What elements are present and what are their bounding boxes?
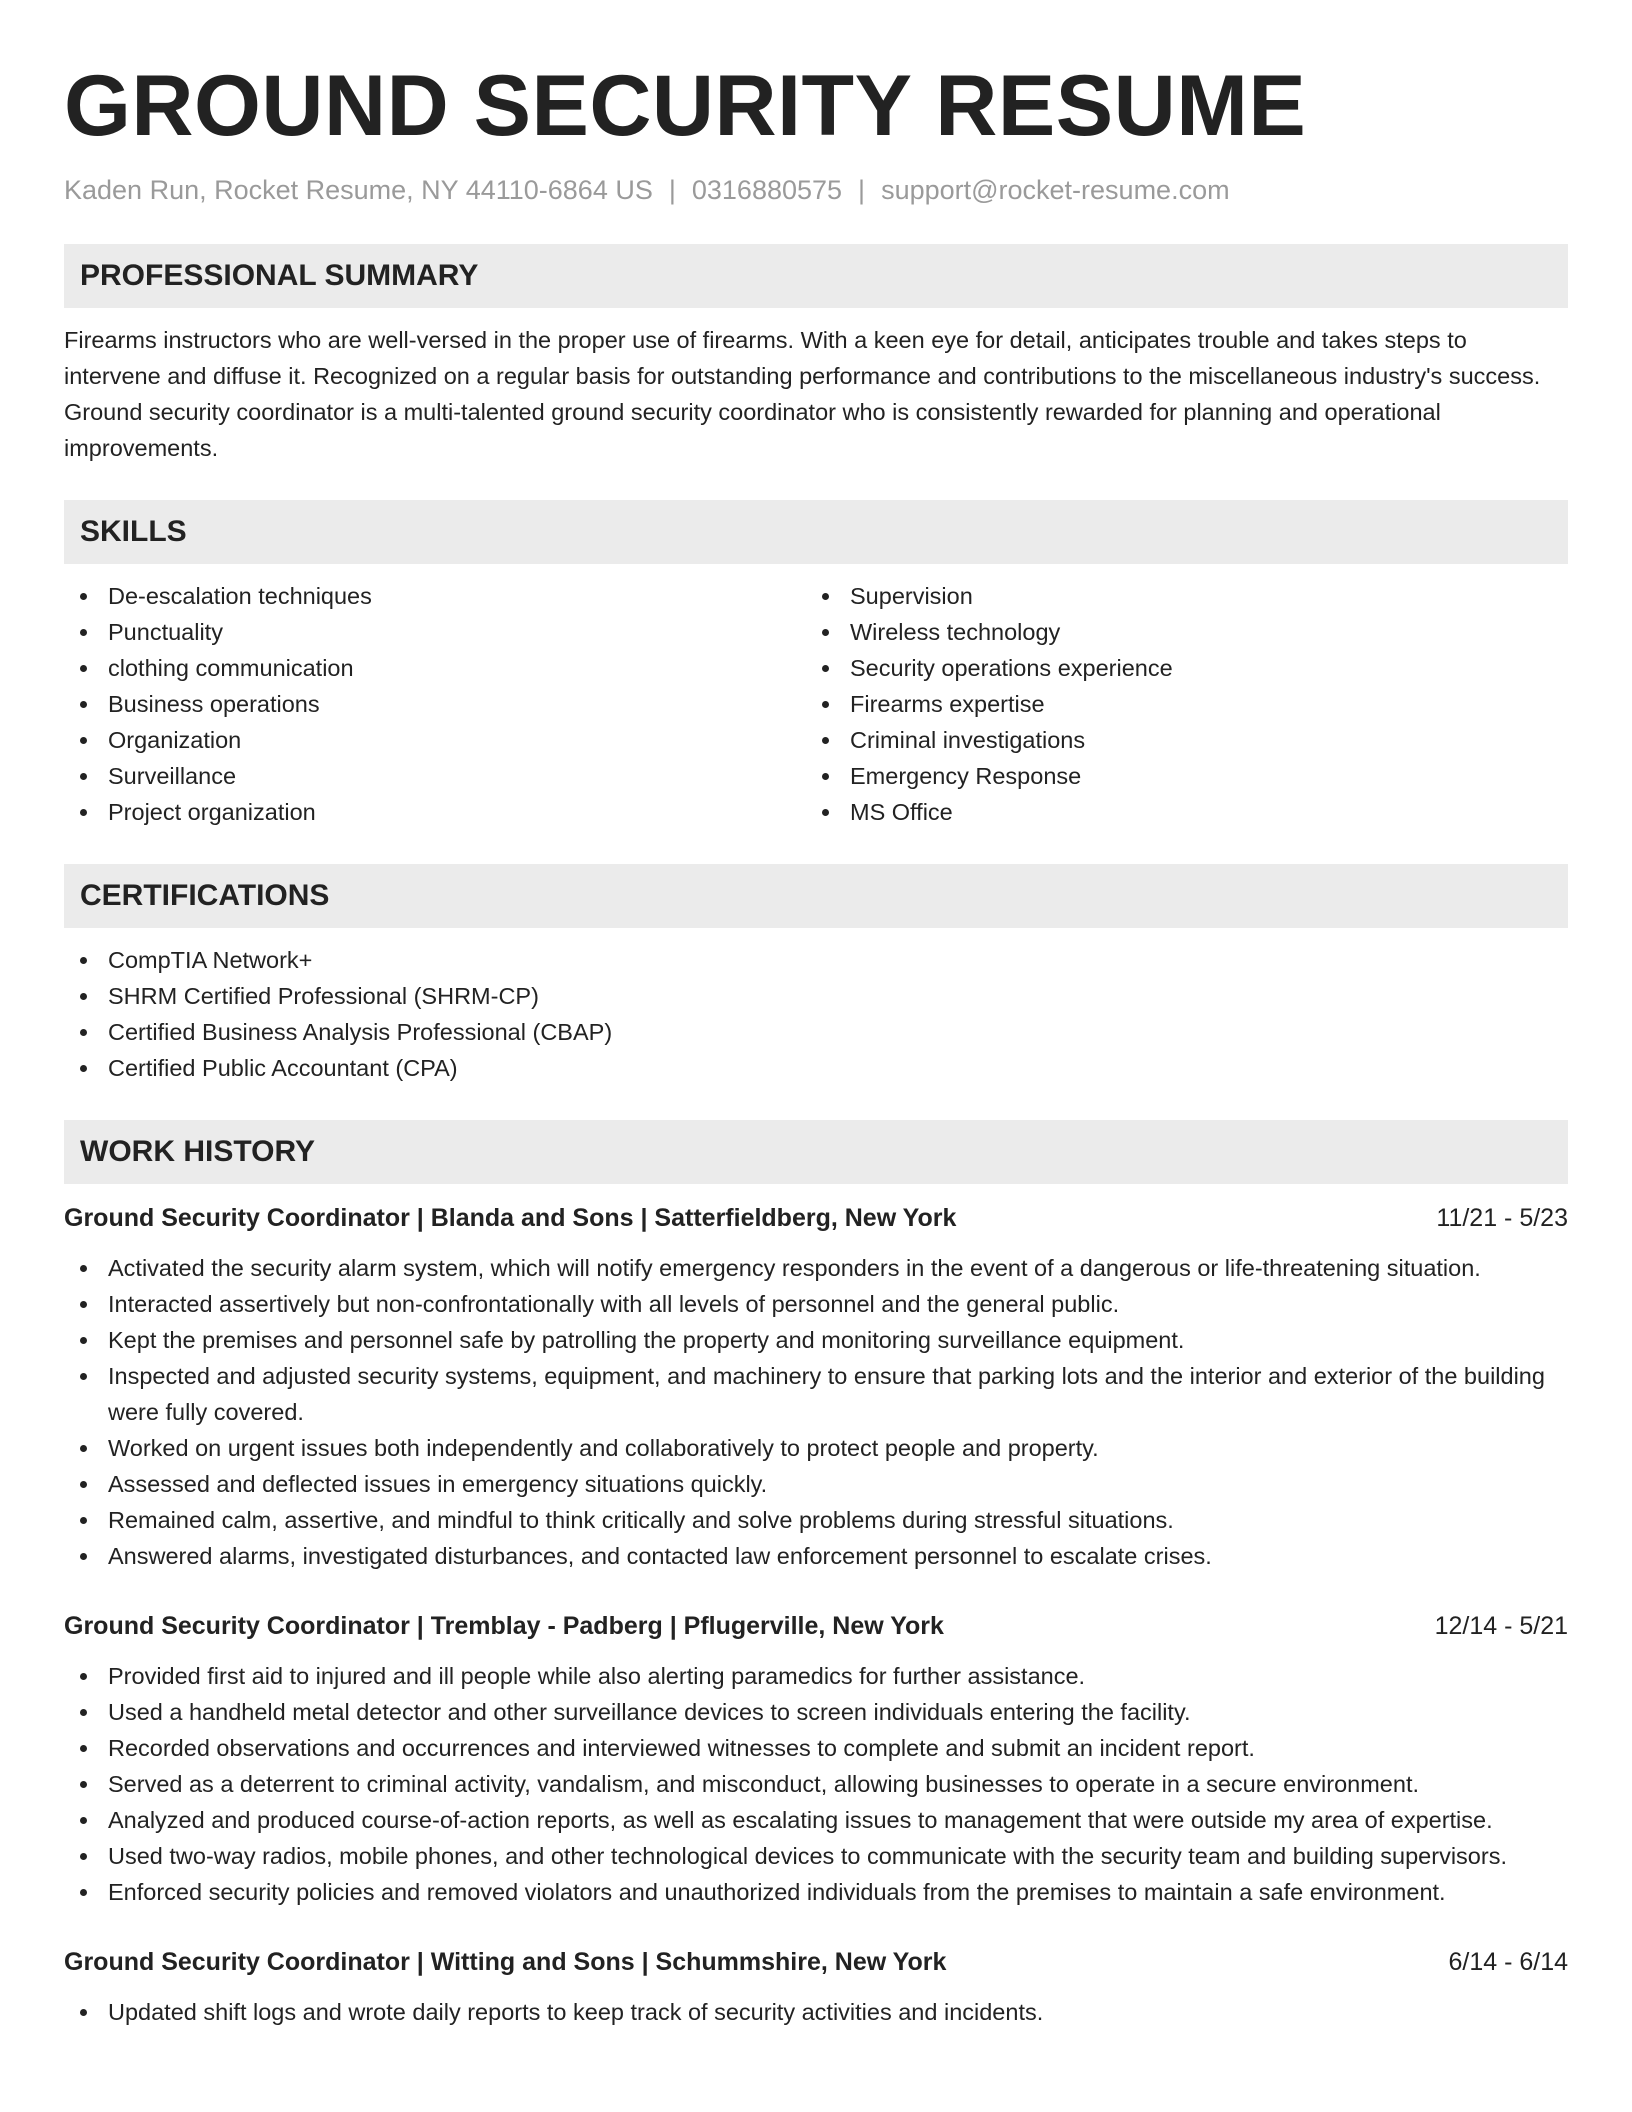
job-dates: 11/21 - 5/23	[1436, 1204, 1568, 1232]
job-header	[64, 1200, 1568, 1236]
skills-grid	[64, 578, 1568, 830]
certification-item-text: SHRM Certified Professional (SHRM-CP)	[108, 983, 539, 1009]
contact-separator: |	[858, 175, 866, 205]
bullet-icon	[822, 665, 829, 672]
job-duty-item	[64, 1766, 1568, 1802]
skill-item-text: Surveillance	[108, 763, 237, 789]
job-duty-item-text: Used a handheld metal detector and other surveillance devices to screen individuals entering the facility.	[108, 1699, 1191, 1725]
job-duty-item	[64, 1838, 1568, 1874]
skill-item-text: Organization	[108, 727, 242, 753]
bullet-icon	[80, 1301, 87, 1308]
job-duty-item-text: Worked on urgent issues both independently and collaboratively to protect people and property.	[108, 1435, 1099, 1461]
bullet-icon	[80, 1445, 87, 1452]
bullet-icon	[822, 593, 829, 600]
bullet-icon	[80, 809, 87, 816]
skill-item	[64, 614, 806, 650]
skill-item	[64, 722, 806, 758]
job-duty-item-text: Recorded observations and occurrences and interviewed witnesses to complete and submit an incident report.	[108, 1735, 1255, 1761]
skill-item	[64, 650, 806, 686]
job-dates: 6/14 - 6/14	[1448, 1948, 1568, 1976]
contact-separator: |	[668, 175, 676, 205]
summary-text: Firearms instructors who are well-versed in the proper use of firearms. With a keen eye for detail, anticipates trouble and takes steps to intervene and diffuse it. Recognized on a regular basis for outstanding performance and contributions to the miscellaneous industry's success. Ground security coordinator is a multi-talented ground security coordinator who is consistently rewarded for planning and operational improvements.	[64, 327, 1541, 461]
skill-item	[64, 794, 806, 830]
job-duty-item-text: Provided first aid to injured and ill people while also alerting paramedics for further assistance.	[108, 1663, 1086, 1689]
skills-column-right	[806, 578, 1548, 830]
bullet-icon	[80, 1817, 87, 1824]
bullet-icon	[80, 1889, 87, 1896]
skills-list-right	[806, 578, 1548, 830]
job-title: Ground Security Coordinator | Blanda and Sons | Satterfieldberg, New York	[64, 1204, 957, 1232]
skill-item-text: Emergency Response	[850, 763, 1082, 789]
skill-item-text: Criminal investigations	[850, 727, 1086, 753]
skill-item-text: Supervision	[850, 583, 973, 609]
job-header	[64, 1608, 1568, 1644]
resume-title: GROUND SECURITY RESUME	[64, 58, 1307, 154]
job-duty-item-text: Activated the security alarm system, which will notify emergency responders in the event of a dangerous or life-threatening situation.	[108, 1255, 1481, 1281]
job-duty-item-text: Interacted assertively but non-confrontationally with all levels of personnel and the general public.	[108, 1291, 1120, 1317]
bullet-icon	[80, 1481, 87, 1488]
bullet-icon	[80, 957, 87, 964]
job-title: Ground Security Coordinator | Witting and Sons | Schummshire, New York	[64, 1948, 947, 1976]
bullet-icon	[80, 665, 87, 672]
job-duty-item	[64, 1994, 1568, 2030]
job-duty-item-text: Analyzed and produced course-of-action reports, as well as escalating issues to management that were outside my area of expertise.	[108, 1807, 1493, 1833]
skill-item	[806, 614, 1548, 650]
skill-item-text: Project organization	[108, 799, 316, 825]
job-title: Ground Security Coordinator | Tremblay - Padberg | Pflugerville, New York	[64, 1612, 944, 1640]
bullet-icon	[80, 1065, 87, 1072]
bullet-icon	[80, 993, 87, 1000]
resume-page	[64, 0, 1568, 2064]
certifications-block	[64, 942, 1568, 1086]
skill-item	[64, 758, 806, 794]
skill-item-text: MS Office	[850, 799, 953, 825]
job-duty-item	[64, 1250, 1568, 1286]
job-duty-item	[64, 1322, 1568, 1358]
bullet-icon	[80, 1853, 87, 1860]
certification-item	[64, 942, 1568, 978]
contact-email: support@rocket-resume.com	[881, 175, 1230, 205]
bullet-icon	[822, 773, 829, 780]
job-entry	[64, 1200, 1568, 1574]
job-duty-item	[64, 1694, 1568, 1730]
skill-item-text: Business operations	[108, 691, 320, 717]
bullet-icon	[80, 1709, 87, 1716]
bullet-icon	[80, 1673, 87, 1680]
job-duty-item-text: Answered alarms, investigated disturbances, and contacted law enforcement personnel to escalate crises.	[108, 1543, 1212, 1569]
certification-item-text: Certified Public Accountant (CPA)	[108, 1055, 458, 1081]
job-duty-item	[64, 1358, 1568, 1430]
certification-item-text: CompTIA Network+	[108, 947, 313, 973]
skill-item	[806, 650, 1548, 686]
skill-item	[64, 578, 806, 614]
job-duty-item	[64, 1874, 1568, 1910]
certification-item	[64, 978, 1568, 1014]
bullet-icon	[822, 809, 829, 816]
skill-item-text: Wireless technology	[850, 619, 1061, 645]
skill-item	[806, 686, 1548, 722]
job-duties-list	[64, 1994, 1568, 2030]
skill-item	[806, 722, 1548, 758]
job-duty-item	[64, 1730, 1568, 1766]
bullet-icon	[822, 737, 829, 744]
summary-heading: PROFESSIONAL SUMMARY	[64, 244, 1568, 308]
skill-item-text: clothing communication	[108, 655, 354, 681]
job-duty-item	[64, 1430, 1568, 1466]
job-entry	[64, 1944, 1568, 2030]
job-duty-item	[64, 1466, 1568, 1502]
skill-item-text: Punctuality	[108, 619, 223, 645]
bullet-icon	[80, 1781, 87, 1788]
skills-heading: SKILLS	[64, 500, 1568, 564]
job-duty-item-text: Remained calm, assertive, and mindful to think critically and solve problems during stressful situations.	[108, 1507, 1174, 1533]
bullet-icon	[80, 1553, 87, 1560]
skill-item-text: Firearms expertise	[850, 691, 1045, 717]
bullet-icon	[80, 1745, 87, 1752]
skill-item	[806, 578, 1548, 614]
job-duty-item-text: Enforced security policies and removed violators and unauthorized individuals from the premises to maintain a safe environment.	[108, 1879, 1446, 1905]
job-duty-item	[64, 1502, 1568, 1538]
job-duty-item	[64, 1802, 1568, 1838]
job-dates: 12/14 - 5/21	[1434, 1612, 1568, 1640]
certification-item	[64, 1014, 1568, 1050]
bullet-icon	[80, 701, 87, 708]
job-duty-item	[64, 1658, 1568, 1694]
job-duty-item-text: Kept the premises and personnel safe by patrolling the property and monitoring surveillance equipment.	[108, 1327, 1185, 1353]
contact-address: Kaden Run, Rocket Resume, NY 44110-6864 US	[64, 175, 653, 205]
skill-item	[64, 686, 806, 722]
bullet-icon	[80, 629, 87, 636]
contact-phone: 0316880575	[691, 175, 843, 205]
skill-item	[806, 758, 1548, 794]
job-header	[64, 1944, 1568, 1980]
skills-column-left	[64, 578, 806, 830]
job-duty-item	[64, 1286, 1568, 1322]
bullet-icon	[822, 629, 829, 636]
job-duties-list	[64, 1250, 1568, 1574]
job-entry	[64, 1608, 1568, 1910]
certification-item-text: Certified Business Analysis Professional (CBAP)	[108, 1019, 613, 1045]
job-duty-item-text: Inspected and adjusted security systems, equipment, and machinery to ensure that parking lots and the interior and exterior of the building were fully covered.	[108, 1363, 1545, 1425]
bullet-icon	[80, 1265, 87, 1272]
bullet-icon	[80, 737, 87, 744]
bullet-icon	[822, 701, 829, 708]
bullet-icon	[80, 593, 87, 600]
skill-item-text: Security operations experience	[850, 655, 1173, 681]
job-duty-item-text: Assessed and deflected issues in emergency situations quickly.	[108, 1471, 768, 1497]
job-duty-item	[64, 1538, 1568, 1574]
work-history-heading: WORK HISTORY	[64, 1120, 1568, 1184]
skill-item-text: De-escalation techniques	[108, 583, 372, 609]
bullet-icon	[80, 1517, 87, 1524]
certifications-heading: CERTIFICATIONS	[64, 864, 1568, 928]
bullet-icon	[80, 1337, 87, 1344]
bullet-icon	[80, 1373, 87, 1380]
contact-line	[64, 172, 1568, 208]
certification-item	[64, 1050, 1568, 1086]
bullet-icon	[80, 1029, 87, 1036]
skills-list-left	[64, 578, 806, 830]
job-duty-item-text: Served as a deterrent to criminal activity, vandalism, and misconduct, allowing businesses to operate in a secure environment.	[108, 1771, 1419, 1797]
certifications-list	[64, 942, 1568, 1086]
job-duty-item-text: Updated shift logs and wrote daily reports to keep track of security activities and incidents.	[108, 1999, 1044, 2025]
bullet-icon	[80, 773, 87, 780]
skill-item	[806, 794, 1548, 830]
job-duty-item-text: Used two-way radios, mobile phones, and other technological devices to communicate with the security team and building supervisors.	[108, 1843, 1507, 1869]
work-history-list	[64, 1200, 1568, 2030]
bullet-icon	[80, 2009, 87, 2016]
job-duties-list	[64, 1658, 1568, 1910]
